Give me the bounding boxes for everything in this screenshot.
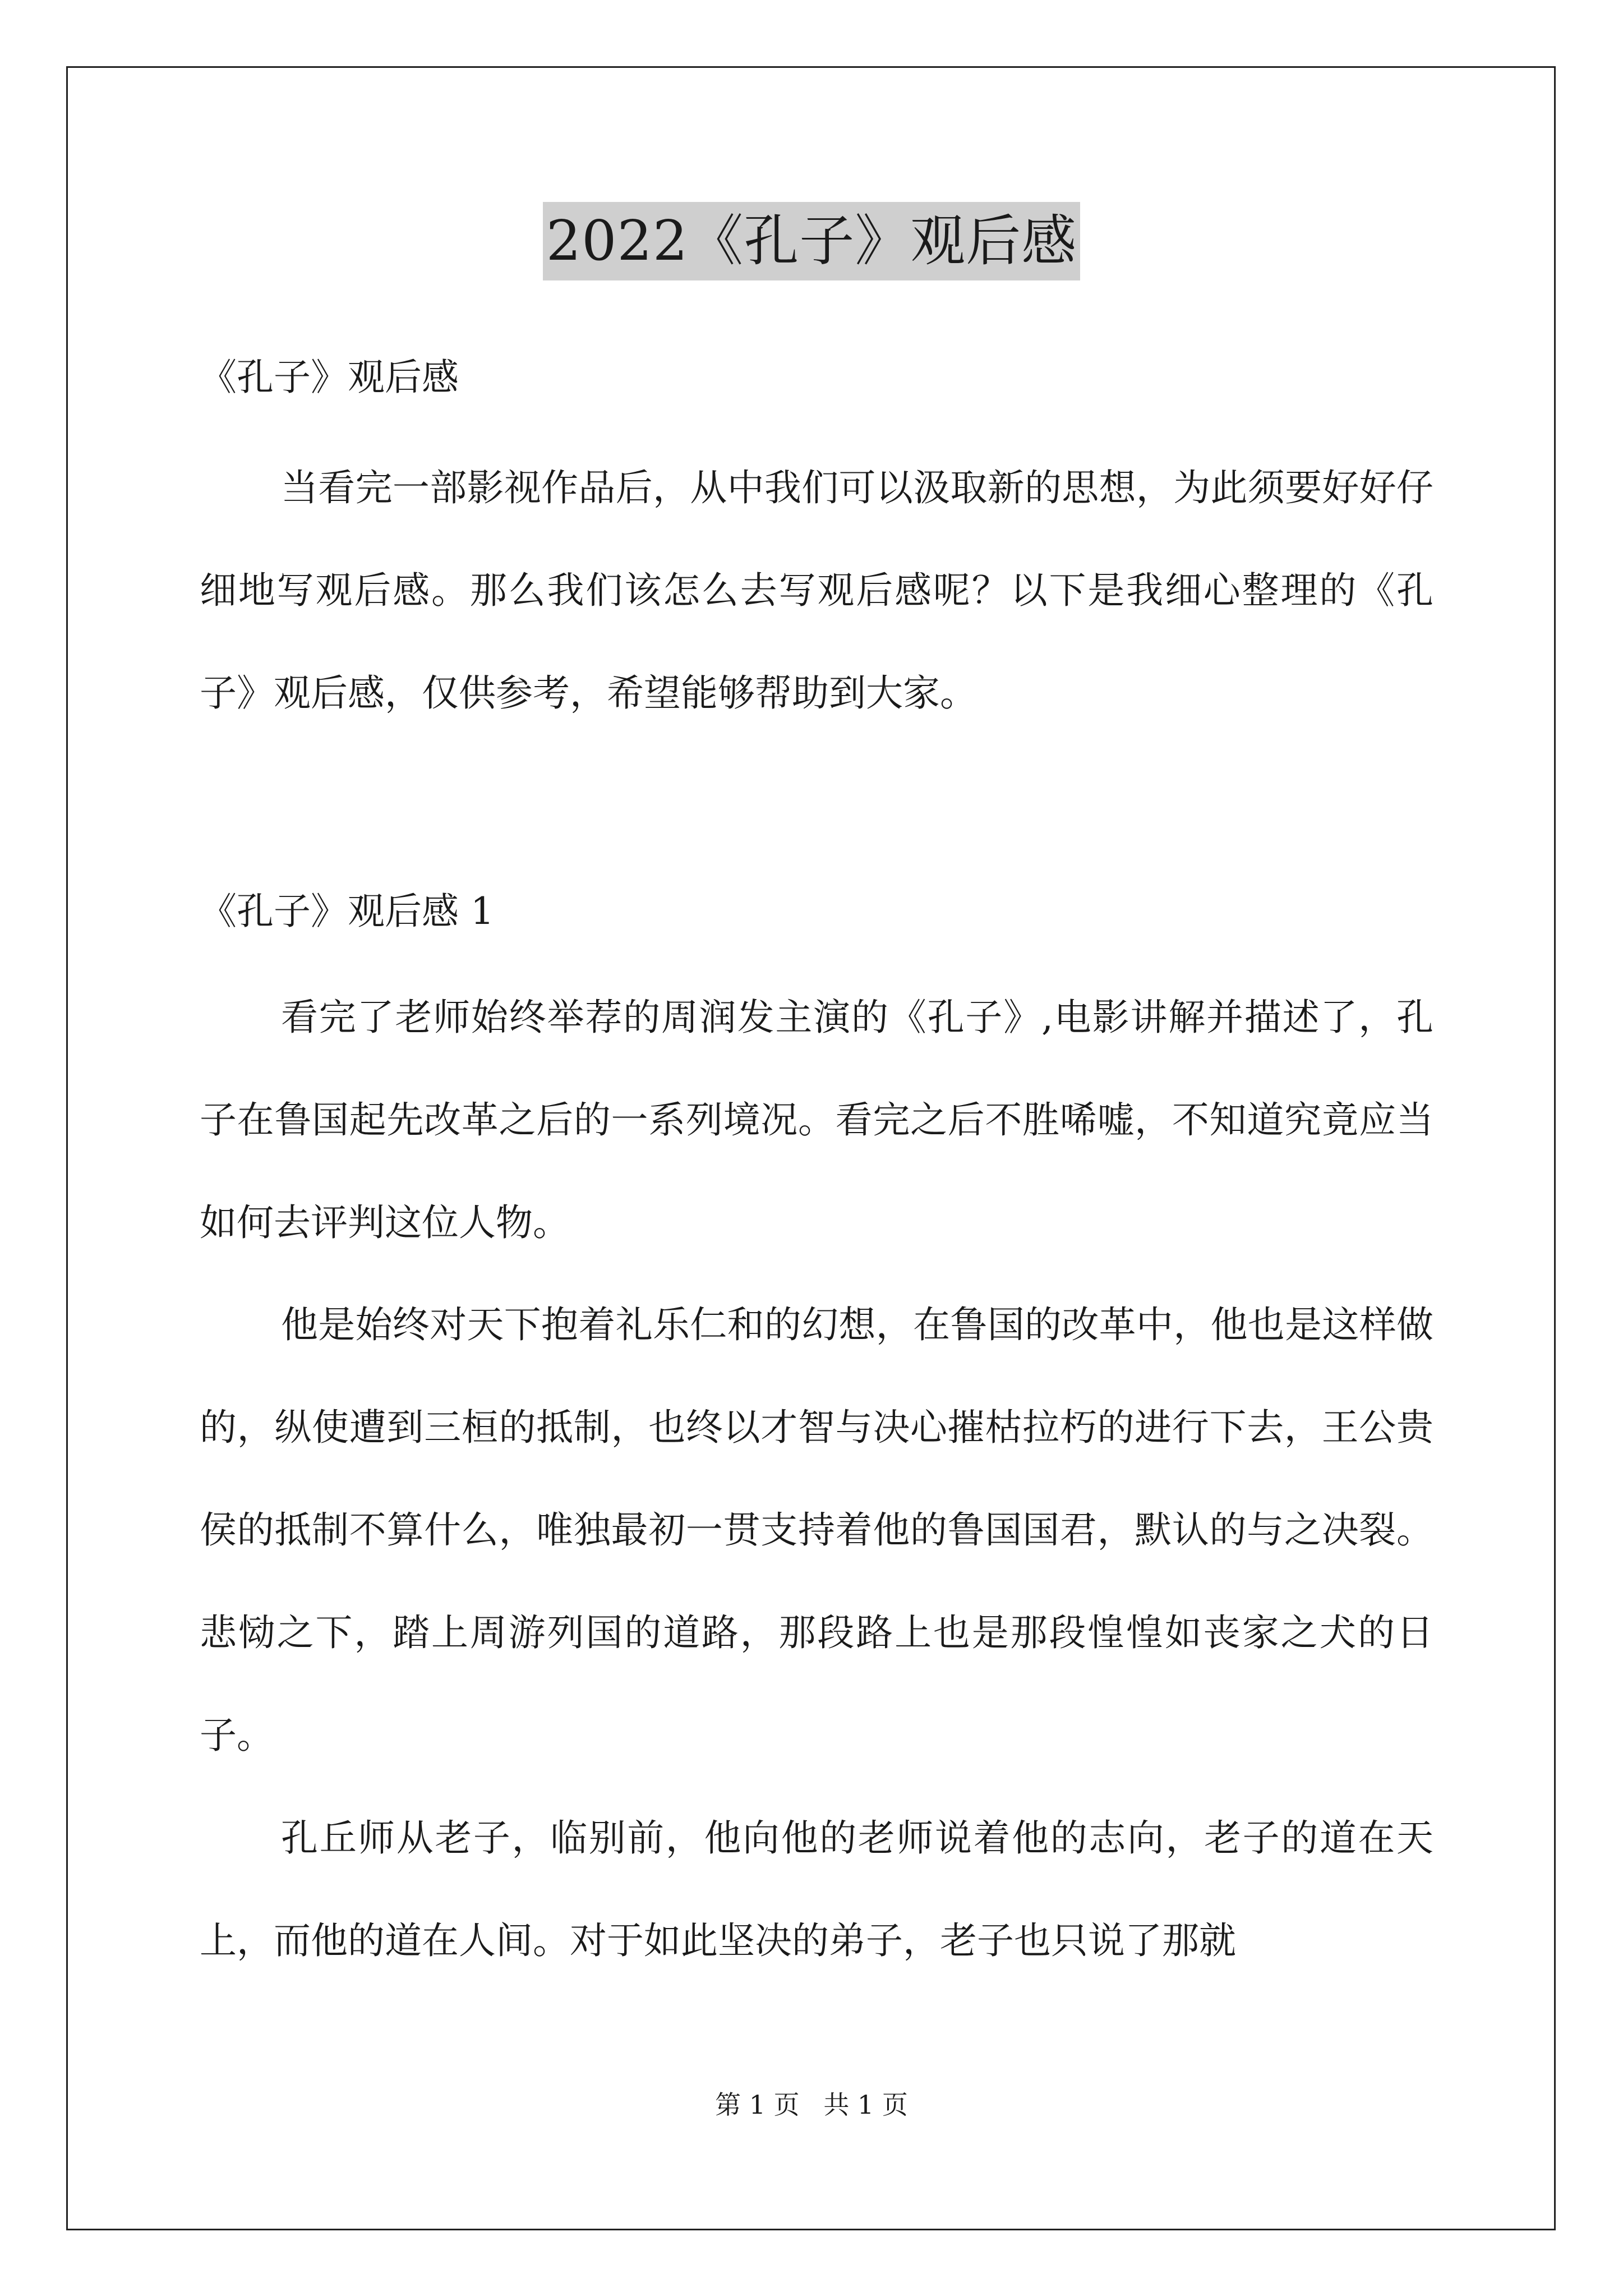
title-container [0,202,1623,280]
body-paragraph-1: 看完了老师始终举荐的周润发主演的《孔子》,电影讲解并描述了，孔子在鲁国起先改革之后的一系列境况。看完之后不胜唏嘘，不知道究竟应当如何去评判这位人物。 [200,996,1433,1244]
intro-paragraph: 当看完一部影视作品后，从中我们可以汲取新的思想，为此须要好好仔细地写观后感。那么我们该怎么去写观后感呢？以下是我细心整理的《孔子》观后感，仅供参考，希望能够帮助到大家。 [200,466,1433,715]
section-heading-main: 《孔子》观后感 [200,356,459,399]
document-title: 2022《孔子》观后感 [543,202,1080,280]
page-footer [0,2088,1623,2122]
section-heading-1: 《孔子》观后感 1 [200,890,494,933]
page-number-total: 共 1 页 [823,2090,908,2120]
page-number-current: 第 1 页 [715,2090,800,2120]
body-paragraph-3: 孔丘师从老子，临别前，他向他的老师说着他的志向，老子的道在天上，而他的道在人间。对于如此坚决的弟子，老子也只说了那就 [200,1816,1433,1962]
body-paragraph-2: 他是始终对天下抱着礼乐仁和的幻想，在鲁国的改革中，他也是这样做的，纵使遭到三桓的抵制，也终以才智与决心摧枯拉朽的进行下去，王公贵侯的抵制不算什么，唯独最初一贯支持着他的鲁国国君，默认的与之决裂。悲恸之下，踏上周游列国的道路，那段路上也是那段惶惶如丧家之犬的日子。 [200,1303,1433,1757]
